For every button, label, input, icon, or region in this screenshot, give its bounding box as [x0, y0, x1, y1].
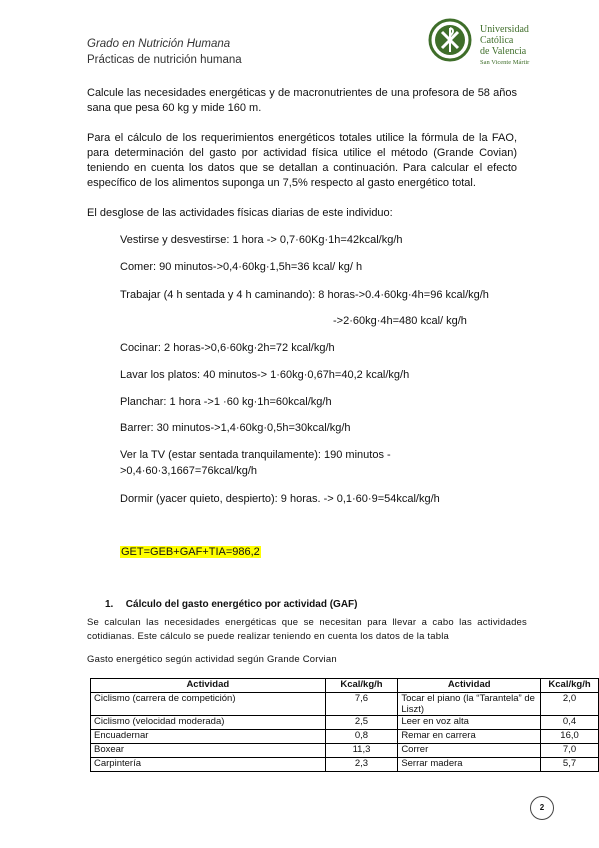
table-header: Actividad — [398, 679, 541, 693]
table-cell: Carpintería — [91, 758, 326, 772]
table-cell: 2,5 — [325, 716, 398, 730]
logo-line-2: Católica — [480, 35, 514, 46]
activity-energy-table — [90, 678, 599, 772]
section-title: Cálculo del gasto energético por actividad (GAF) — [125, 599, 358, 610]
intro-paragraph-1: Calcule las necesidades energéticas y de macronutrientes de una profesora de 58 años sana que pesa 60 kg y mide 160 m. — [87, 87, 517, 114]
table-header: Actividad — [91, 679, 326, 693]
table-header: Kcal/kg/h — [541, 679, 599, 693]
table-cell: 16,0 — [541, 730, 599, 744]
activity-item: Cocinar: 2 horas->0,6·60kg·2h=72 kcal/kg/h — [120, 342, 335, 354]
section-number: 1. — [105, 599, 114, 610]
intro-paragraph-2: Para el cálculo de los requerimientos energéticos totales utilice la fórmula de la FAO, para determinación del gasto por actividad física utilice el método (Grande Covian) teniendo en cuenta los datos que se detallan a continuación. Para calcular el efecto específico de los alimentos suponga un 7,5% respecto al gasto energético total. — [87, 132, 517, 189]
table-cell: 7,0 — [541, 744, 599, 758]
activity-item: Vestirse y desvestirse: 1 hora -> 0,7·60Kg·1h=42kcal/kg/h — [120, 234, 403, 246]
header-degree: Grado en Nutrición Humana — [87, 38, 231, 50]
table-cell: Boxear — [91, 744, 326, 758]
activity-item: Dormir (yacer quieto, despierto): 9 horas. -> 0,1·60·9=54kcal/kg/h — [120, 493, 440, 505]
table-cell: Serrar madera — [398, 758, 541, 772]
table-cell: Ciclismo (carrera de competición) — [91, 693, 326, 716]
table-cell: 11,3 — [325, 744, 398, 758]
activity-item: >0,4·60·3,1667=76kcal/kg/h — [120, 465, 257, 477]
table-row — [91, 758, 599, 772]
section-heading — [105, 599, 358, 610]
table-cell: 5,7 — [541, 758, 599, 772]
activity-item: Planchar: 1 hora ->1 ·60 kg·1h=60kcal/kg/h — [120, 396, 332, 408]
table-cell: Correr — [398, 744, 541, 758]
logo-line-4: San Vicente Mártir — [480, 59, 530, 66]
table-cell: 0,4 — [541, 716, 599, 730]
activity-item: Lavar los platos: 40 minutos-> 1·60kg·0,67h=40,2 kcal/kg/h — [120, 369, 410, 381]
header-course: Prácticas de nutrición humana — [87, 54, 242, 66]
table-cell: Tocar el piano (la “Tarantela” de Liszt) — [398, 693, 541, 716]
table-cell: Encuadernar — [91, 730, 326, 744]
activity-item: Trabajar (4 h sentada y 4 h caminando): 8 horas->0.4·60kg·4h=96 kcal/kg/h — [120, 289, 489, 301]
get-formula: GET=GEB+GAF+TIA=986,2 — [121, 546, 260, 558]
intro-paragraph-3: El desglose de las actividades físicas diarias de este individuo: — [87, 207, 393, 219]
table-row — [91, 730, 599, 744]
table-row — [91, 744, 599, 758]
table-cell: 7,6 — [325, 693, 398, 716]
university-logo — [428, 18, 538, 66]
logo-line-1: Universidad — [480, 24, 529, 35]
page-number: 2 — [530, 796, 554, 820]
table-cell: 2,3 — [325, 758, 398, 772]
logo-line-3: de Valencia — [480, 46, 527, 57]
table-header-row — [91, 679, 599, 693]
activity-item: Ver la TV (estar sentada tranquilamente): 190 minutos - — [120, 449, 391, 461]
university-name — [480, 24, 529, 68]
section-description: Se calculan las necesidades energéticas que se necesitan para llevar a cabo las actividades cotidianas. Este cálculo se puede realizar teniendo en cuenta los datos de la tabla — [87, 617, 527, 642]
table-cell: 0,8 — [325, 730, 398, 744]
university-seal-icon — [428, 18, 474, 62]
table-cell: Leer en voz alta — [398, 716, 541, 730]
table-row — [91, 716, 599, 730]
table-cell: Ciclismo (velocidad moderada) — [91, 716, 326, 730]
table-cell: 2,0 — [541, 693, 599, 716]
table-header: Kcal/kg/h — [325, 679, 398, 693]
activity-item: Comer: 90 minutos->0,4·60kg·1,5h=36 kcal/ kg/ h — [120, 261, 363, 273]
activity-item: Barrer: 30 minutos->1,4·60kg·0,5h=30kcal/kg/h — [120, 422, 351, 434]
table-cell: Remar en carrera — [398, 730, 541, 744]
table-caption: Gasto energético según actividad según Grande Corvian — [87, 654, 337, 665]
activity-item: ->2·60kg·4h=480 kcal/ kg/h — [333, 315, 467, 327]
table-row — [91, 693, 599, 716]
